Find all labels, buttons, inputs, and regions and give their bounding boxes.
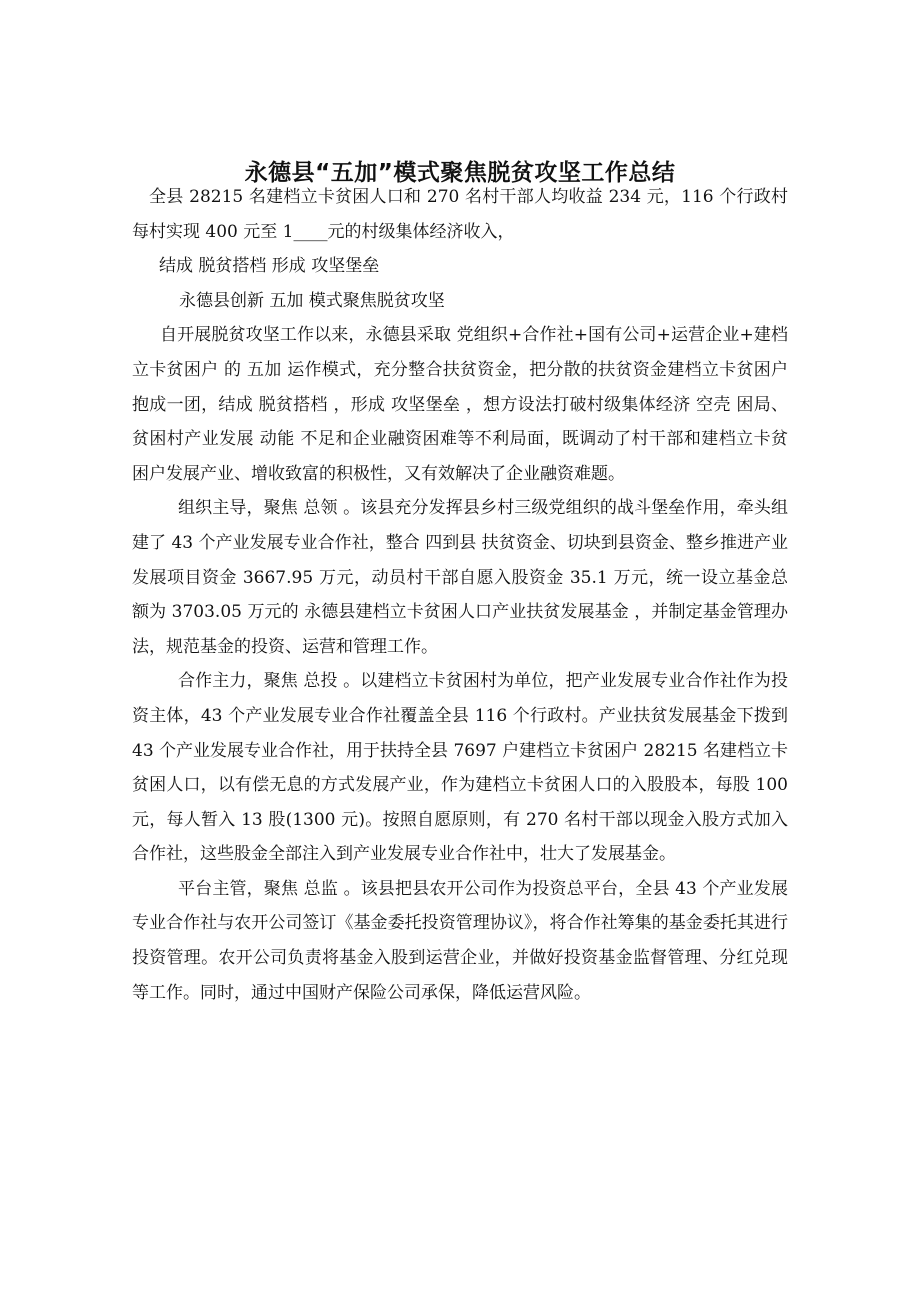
summary-paragraph: 全县 28215 名建档立卡贫困人口和 270 名村干部人均收益 234 元，116 个行政村每村实现 400 元至 1____元的村级集体经济收入，: [132, 187, 788, 242]
document-body: [132, 180, 788, 1010]
subheading-model: 永德县创新 五加 模式聚焦脱贫攻坚: [179, 290, 445, 311]
cooperation-paragraph: 合作主力，聚焦 总投 。以建档立卡贫困村为单位，把产业发展专业合作社作为投资主体，43 个产业发展专业合作社覆盖全县 116 个行政村。产业扶贫发展基金下拨到 43 个产业发展专业合作社，用于扶持全县 7697 户建档立卡贫困户 28215 名建档立卡贫困人口，以有偿无息的方式发展产业，作为建档立卡贫困人口的入股股本，每股 100 元，每人暂入 13 股(1300 元)。按照自愿原则，有 270 名村干部以现金入股方式加入合作社，这些股金全部注入到产业发展专业合作社中，壮大了发展基金。: [132, 671, 788, 865]
subheading-partners: 结成 脱贫搭档 形成 攻坚堡垒: [159, 256, 380, 277]
organization-paragraph: 组织主导，聚焦 总领 。该县充分发挥县乡村三级党组织的战斗堡垒作用，牵头组建了 43 个产业发展专业合作社，整合 四到县 扶贫资金、切块到县资金、整乡推进产业发展项目资金 3667.95 万元，动员村干部自愿入股资金 35.1 万元，统一设立基金总额为 3703.05 万元的 永德县建档立卡贫困人口产业扶贫发展基金 ，并制定基金管理办法，规范基金的投资、运营和管理工作。: [132, 498, 788, 657]
document-title: 永德县“五加”模式聚焦脱贫攻坚工作总结: [244, 160, 676, 187]
platform-paragraph: 平台主管，聚焦 总监 。该县把县农开公司作为投资总平台，全县 43 个产业发展专业合作社与农开公司签订《基金委托投资管理协议》，将合作社筹集的基金委托其进行投资管理。农开公司负责将基金入股到运营企业，并做好投资基金监督管理、分红兑现等工作。同时，通过中国财产保险公司承保，降低运营风险。: [132, 878, 788, 1003]
intro-paragraph: 自开展脱贫攻坚工作以来，永德县采取 党组织+合作社+国有公司+运营企业+建档立卡贫困户 的 五加 运作模式，充分整合扶贫资金，把分散的扶贫资金建档立卡贫困户抱成一团，结成 脱贫搭档 ，形成 攻坚堡垒 ，想方设法打破村级集体经济 空壳 困局、贫困村产业发展 动能 不足和企业融资困难等不利局面，既调动了村干部和建档立卡贫困户发展产业、增收致富的积极性，又有效解决了企业融资难题。: [132, 325, 788, 484]
